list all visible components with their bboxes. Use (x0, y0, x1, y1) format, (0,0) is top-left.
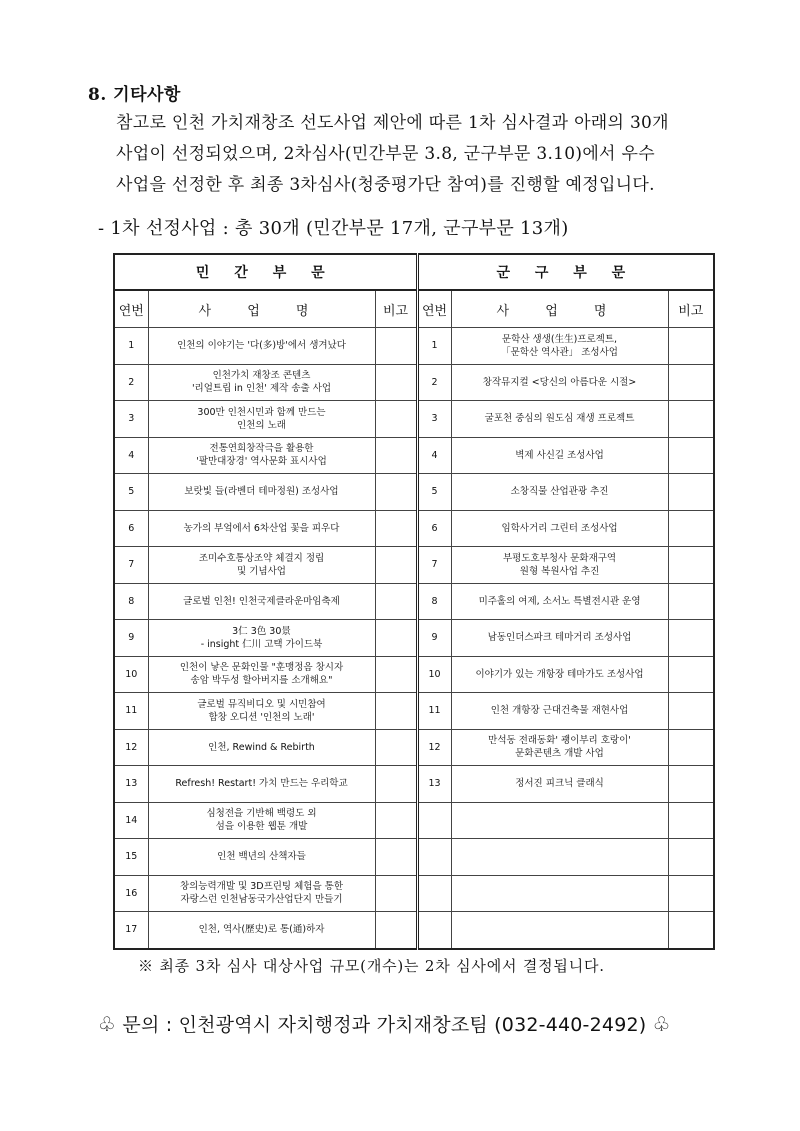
right-row-number (417, 839, 451, 876)
left-project-name: 전통연희창작극을 활용한 '팔만대장경' 역사문화 표시사업 (148, 437, 375, 474)
club-icon: ♧ (652, 1012, 671, 1036)
right-note-cell (668, 437, 714, 474)
right-note-cell (668, 693, 714, 730)
right-row-number: 5 (417, 474, 451, 511)
left-row-number: 15 (114, 839, 148, 876)
right-project-name: 소창직물 산업관광 추진 (451, 474, 668, 511)
right-project-name (451, 912, 668, 949)
right-note-cell (668, 839, 714, 876)
right-note-cell (668, 401, 714, 438)
right-note-cell (668, 474, 714, 511)
left-row-number: 1 (114, 328, 148, 365)
table-row (114, 839, 714, 876)
table-row (114, 583, 714, 620)
right-project-name: 미주홀의 여제, 소서노 특별전시관 운영 (451, 583, 668, 620)
col-header-no: 연번 (417, 290, 451, 328)
left-row-number: 16 (114, 875, 148, 912)
right-row-number: 10 (417, 656, 451, 693)
left-row-number: 4 (114, 437, 148, 474)
table-row (114, 875, 714, 912)
final-review-note: ※ 최종 3차 심사 대상사업 규모(개수)는 2차 심사에서 결정됩니다. (138, 957, 605, 975)
right-row-number: 9 (417, 620, 451, 657)
left-note-cell (375, 401, 417, 438)
right-note-cell (668, 620, 714, 657)
left-row-number: 10 (114, 656, 148, 693)
col-header-name: 사 업 명 (451, 290, 668, 328)
right-row-number: 4 (417, 437, 451, 474)
right-row-number: 2 (417, 364, 451, 401)
table-row (114, 474, 714, 511)
right-note-cell (668, 875, 714, 912)
contact-text: 문의 : 인천광역시 자치행정과 가치재창조팀 (032-440-2492) (122, 1014, 647, 1036)
right-project-name: 남동인더스파크 테마거리 조성사업 (451, 620, 668, 657)
left-project-name: 인천 백년의 산책자들 (148, 839, 375, 876)
right-project-name: 창작뮤지컬 <당신의 아름다운 시절> (451, 364, 668, 401)
col-header-note: 비고 (668, 290, 714, 328)
left-row-number: 14 (114, 802, 148, 839)
private-sector-header: 민 간 부 문 (114, 254, 417, 290)
table-row (114, 364, 714, 401)
right-row-number: 1 (417, 328, 451, 365)
paragraph-line: 사업이 선정되었으며, 2차심사(민간부문 3.8, 군구부문 3.10)에서 우수 (116, 144, 655, 164)
left-note-cell (375, 583, 417, 620)
col-header-no: 연번 (114, 290, 148, 328)
left-project-name: 인천, 역사(歷史)로 통(通)하자 (148, 912, 375, 949)
left-project-name: 농가의 부엌에서 6차산업 꽃을 피우다 (148, 510, 375, 547)
left-project-name: 인천, Rewind & Rebirth (148, 729, 375, 766)
selection-summary: - 1차 선정사업 : 총 30개 (민간부문 17개, 군구부문 13개) (98, 218, 569, 239)
table-row (114, 912, 714, 949)
right-row-number (417, 875, 451, 912)
right-note-cell (668, 547, 714, 584)
right-note-cell (668, 912, 714, 949)
left-project-name: 인천가치 재창조 콘텐츠 '리얼트립 in 인천' 제작 송출 사업 (148, 364, 375, 401)
left-project-name: 인천이 낳은 문화인물 "훈맹정음 창시자 송암 박두성 할아버지를 소개해요" (148, 656, 375, 693)
left-note-cell (375, 547, 417, 584)
left-note-cell (375, 364, 417, 401)
right-note-cell (668, 510, 714, 547)
left-note-cell (375, 437, 417, 474)
table-row (114, 693, 714, 730)
table-row (114, 729, 714, 766)
left-note-cell (375, 656, 417, 693)
right-row-number: 12 (417, 729, 451, 766)
left-note-cell (375, 802, 417, 839)
table-row (114, 401, 714, 438)
left-row-number: 12 (114, 729, 148, 766)
right-row-number: 11 (417, 693, 451, 730)
paragraph-line: 참고로 인천 가치재창조 선도사업 제안에 따른 1차 심사결과 아래의 30개 (116, 113, 669, 133)
right-project-name: 부평도호부청사 문화재구역 원형 복원사업 추진 (451, 547, 668, 584)
right-row-number: 8 (417, 583, 451, 620)
left-project-name: Refresh! Restart! 가치 만드는 우리학교 (148, 766, 375, 803)
right-project-name (451, 802, 668, 839)
left-note-cell (375, 510, 417, 547)
section-title: 8. 기타사항 (88, 85, 181, 105)
left-note-cell (375, 912, 417, 949)
right-project-name: 정서진 피크닉 클래식 (451, 766, 668, 803)
left-row-number: 7 (114, 547, 148, 584)
right-project-name: 임학사거리 그린터 조성사업 (451, 510, 668, 547)
right-project-name: 인천 개항장 근대건축물 재현사업 (451, 693, 668, 730)
contact-line (98, 1010, 671, 1037)
left-note-cell (375, 328, 417, 365)
left-project-name: 보랏빛 들(라벤더 테마정원) 조성사업 (148, 474, 375, 511)
right-row-number: 6 (417, 510, 451, 547)
left-note-cell (375, 474, 417, 511)
right-note-cell (668, 328, 714, 365)
paragraph-line: 사업을 선정한 후 최종 3차심사(청중평가단 참여)를 진행할 예정입니다. (116, 175, 655, 195)
left-note-cell (375, 729, 417, 766)
right-note-cell (668, 583, 714, 620)
left-row-number: 6 (114, 510, 148, 547)
left-project-name: 글로벌 뮤직비디오 및 시민참여 합창 오디션 '인천의 노래' (148, 693, 375, 730)
right-project-name: 벽제 사신길 조성사업 (451, 437, 668, 474)
club-icon: ♧ (98, 1012, 117, 1036)
right-row-number: 3 (417, 401, 451, 438)
selected-projects-table (113, 253, 715, 950)
table-row (114, 547, 714, 584)
right-row-number (417, 802, 451, 839)
left-row-number: 13 (114, 766, 148, 803)
left-note-cell (375, 620, 417, 657)
left-project-name: 조미수호통상조약 체결지 정립 및 기념사업 (148, 547, 375, 584)
right-project-name (451, 875, 668, 912)
left-row-number: 9 (114, 620, 148, 657)
right-note-cell (668, 364, 714, 401)
right-note-cell (668, 656, 714, 693)
right-note-cell (668, 766, 714, 803)
right-note-cell (668, 802, 714, 839)
right-project-name: 이야기가 있는 개항장 테마가도 조성사업 (451, 656, 668, 693)
left-row-number: 5 (114, 474, 148, 511)
right-row-number (417, 912, 451, 949)
right-project-name: 만석동 전래동화' 괭이부리 호랑이' 문화콘텐츠 개발 사업 (451, 729, 668, 766)
left-project-name: 300만 인천시민과 함께 만드는 인천의 노래 (148, 401, 375, 438)
right-project-name (451, 839, 668, 876)
right-project-name: 굴포천 중심의 원도심 재생 프로젝트 (451, 401, 668, 438)
left-project-name: 글로벌 인천! 인천국제클라운마임축제 (148, 583, 375, 620)
table-row (114, 620, 714, 657)
table-row (114, 766, 714, 803)
left-row-number: 2 (114, 364, 148, 401)
left-row-number: 11 (114, 693, 148, 730)
left-row-number: 17 (114, 912, 148, 949)
col-header-note: 비고 (375, 290, 417, 328)
table-row (114, 656, 714, 693)
left-project-name: 창의능력개발 및 3D프린팅 체험을 통한 자랑스런 인천남동국가산업단지 만들기 (148, 875, 375, 912)
right-project-name: 문학산 생생(生生)프로젝트, 「문학산 역사관」 조성사업 (451, 328, 668, 365)
left-project-name: 인천의 이야기는 '다(多)방'에서 생겨났다 (148, 328, 375, 365)
district-sector-header: 군 구 부 문 (417, 254, 714, 290)
left-note-cell (375, 875, 417, 912)
left-project-name: 3仁 3色 30景 - insight 仁川 고택 가이드북 (148, 620, 375, 657)
table-row (114, 328, 714, 365)
right-note-cell (668, 729, 714, 766)
left-row-number: 3 (114, 401, 148, 438)
left-note-cell (375, 839, 417, 876)
intro-paragraph (116, 108, 726, 201)
left-note-cell (375, 693, 417, 730)
table-row (114, 437, 714, 474)
table-row (114, 802, 714, 839)
right-row-number: 7 (417, 547, 451, 584)
left-row-number: 8 (114, 583, 148, 620)
right-row-number: 13 (417, 766, 451, 803)
table-row (114, 510, 714, 547)
col-header-name: 사 업 명 (148, 290, 375, 328)
left-project-name: 심청전을 기반해 백령도 외 섬을 이용한 웹툰 개발 (148, 802, 375, 839)
left-note-cell (375, 766, 417, 803)
